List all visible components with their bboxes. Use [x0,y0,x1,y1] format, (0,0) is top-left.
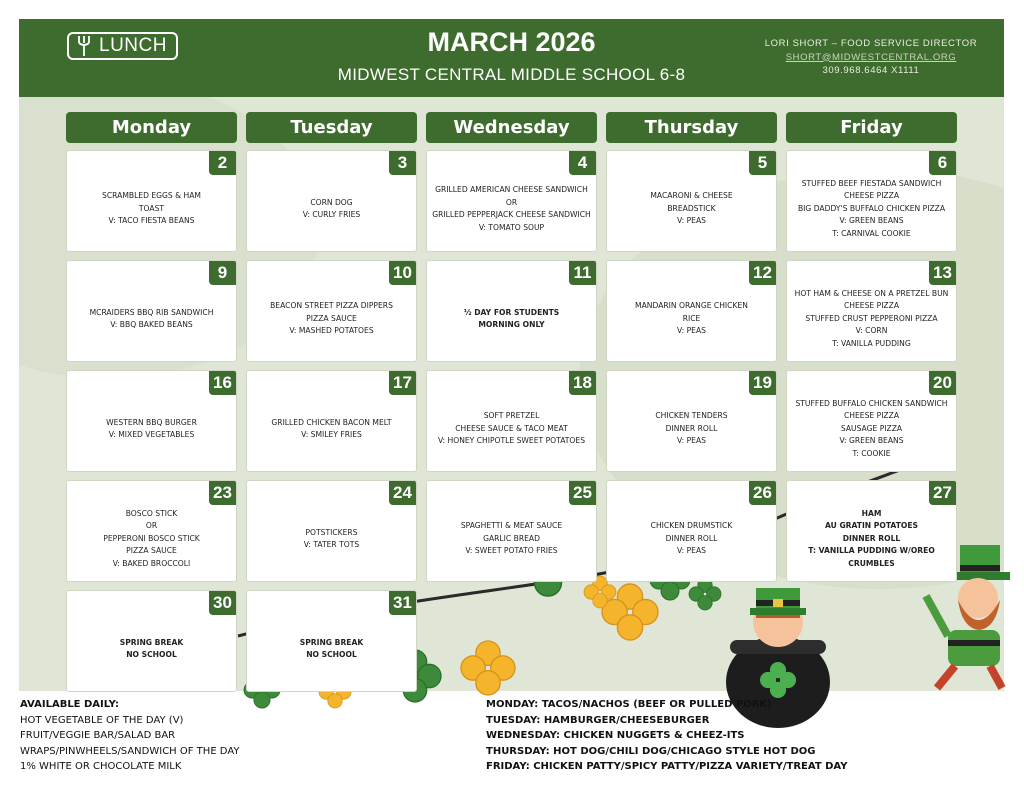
menu-line: V: SMILEY FRIES [301,430,362,439]
menu-line: V: SWEET POTATO FRIES [465,546,558,556]
day-number: 27 [929,481,956,505]
day-cell [786,260,957,362]
menu-items [791,503,952,575]
menu-items [791,393,952,465]
available-daily-item: 1% WHITE OR CHOCOLATE MILK [20,761,182,772]
menu-items [611,503,772,575]
menu-line: SPRING BREAK [119,637,184,647]
menu-items [251,503,412,575]
menu-line: GRILLED AMERICAN CHEESE SANDWICH [435,185,588,194]
menu-items [71,503,232,575]
day-cell [66,480,237,582]
menu-line: PIZZA SAUCE [126,546,177,556]
day-number: 4 [569,151,596,175]
day-cell [426,150,597,252]
day-cell [426,260,597,362]
menu-line: V: MASHED POTATOES [289,326,374,336]
menu-items [611,173,772,245]
day-cell [66,370,237,472]
day-cell [426,480,597,582]
day-number: 24 [389,481,416,505]
menu-line: CHEESE PIZZA [843,411,900,421]
day-cell [246,590,417,692]
available-daily-item: HOT VEGETABLE OF THE DAY (V) [20,714,184,726]
day-number: 11 [569,261,596,285]
day-number: 9 [209,261,236,285]
menu-line: V: BAKED BROCCOLI [112,558,191,568]
menu-items [431,283,592,355]
available-daily-item: FRUIT/VEGGIE BAR/SALAD BAR [20,730,176,741]
available-daily-item: WRAPS/PINWHEELS/SANDWICH OF THE DAY [20,745,240,757]
menu-line: V: TACO FIESTA BEANS [108,216,195,226]
menu-items [791,283,952,355]
menu-line: V: PEAS [677,436,706,446]
day-cell [246,480,417,582]
special-friday: FRIDAY: CHICKEN PATTY/SPICY PATTY/PIZZA VARIETY/TREAT DAY [486,761,848,772]
day-cell [786,480,957,582]
menu-line: T: VANILLA PUDDING W/OREO CRUMBLES [808,546,935,568]
menu-line: BIG DADDY'S BUFFALO CHICKEN PIZZA [797,203,946,213]
page-title: MARCH 2026 [427,27,596,57]
menu-line: V: MIXED VEGETABLES [108,430,195,439]
menu-items [431,393,592,465]
menu-items [251,173,412,245]
menu-items [71,283,232,355]
menu-items [251,283,412,355]
menu-line: DINNER ROLL [665,533,718,543]
day-number: 23 [209,481,236,505]
day-number: 19 [749,371,776,395]
menu-items [71,173,232,245]
menu-line: BEACON STREET PIZZA DIPPERS [270,301,393,311]
menu-items [431,173,592,245]
day-number: 5 [749,151,776,175]
day-number: 30 [209,591,236,615]
menu-line: HOT HAM & CHEESE ON A PRETZEL BUN [794,288,949,298]
menu-line: RICE [682,313,701,323]
weekday-header-friday: Friday [786,112,957,143]
menu-line: CHEESE SAUCE & TACO MEAT [455,423,568,433]
special-tuesday: TUESDAY: HAMBURGER/CHEESEBURGER [486,714,710,726]
available-daily-heading: AVAILABLE DAILY: [20,699,119,710]
menu-line: T: CARNIVAL COOKIE [832,228,911,238]
menu-line: ½ DAY FOR STUDENTS [463,307,560,317]
menu-line: MANDARIN ORANGE CHICKEN [635,301,748,311]
menu-items [791,173,952,245]
menu-line: BOSCO STICK [125,508,178,518]
day-number: 2 [209,151,236,175]
menu-line: HAM [861,508,882,518]
day-cell [66,150,237,252]
menu-line: DINNER ROLL [842,533,901,543]
menu-line: V: PEAS [677,216,706,226]
menu-line: OR [505,197,518,207]
menu-line: CORN DOG [310,197,353,207]
day-cell [606,480,777,582]
menu-line: V: TATER TOTS [303,540,360,549]
menu-line: OR [145,521,158,531]
contact-phone: 309.968.6464 X1111 [822,65,920,76]
weekday-header-thursday: Thursday [606,112,777,143]
day-cell [246,260,417,362]
menu-line: V: TOMATO SOUP [478,222,545,232]
menu-line: V: PEAS [677,546,706,556]
menu-line: AU GRATIN POTATOES [824,521,918,531]
special-wednesday: WEDNESDAY: CHICKEN NUGGETS & CHEEZ-ITS [486,730,745,741]
menu-line: CHICKEN TENDERS [655,411,728,421]
day-number: 26 [749,481,776,505]
menu-items [611,283,772,355]
school-name: MIDWEST CENTRAL MIDDLE SCHOOL 6-8 [337,65,686,84]
menu-line: STUFFED CRUST PEPPERONI PIZZA [805,313,938,323]
day-number: 20 [929,371,956,395]
weekday-header-tuesday: Tuesday [246,112,417,143]
menu-line: GRILLED PEPPERJACK CHEESE SANDWICH [432,210,591,219]
header-bar [19,19,1004,97]
special-monday: MONDAY: TACOS/NACHOS (BEEF OR PULLED PORK) [486,699,772,710]
contact-name: LORI SHORT – FOOD SERVICE DIRECTOR [764,38,978,49]
menu-line: SCRAMBLED EGGS & HAM [102,191,201,201]
day-cell [66,590,237,692]
menu-line: SAUSAGE PIZZA [840,423,903,433]
menu-line: STUFFED BEEF FIESTADA SANDWICH [801,178,942,188]
menu-line: DINNER ROLL [665,423,718,433]
day-number: 6 [929,151,956,175]
day-number: 17 [389,371,416,395]
menu-line: T: COOKIE [852,448,891,458]
menu-line: V: PEAS [677,326,706,336]
weekday-header-wednesday: Wednesday [426,112,597,143]
special-thursday: THURSDAY: HOT DOG/CHILI DOG/CHICAGO STYLE HOT DOG [486,745,816,757]
menu-line: GRILLED CHICKEN BACON MELT [271,417,392,427]
menu-line: GARLIC BREAD [483,533,540,543]
menu-line: T: VANILLA PUDDING [832,338,911,348]
weekday-header-monday: Monday [66,112,237,143]
menu-line: SPAGHETTI & MEAT SAUCE [460,521,563,531]
day-cell [606,150,777,252]
contact-email-link[interactable]: SHORT@MIDWESTCENTRAL.ORG [785,51,957,63]
menu-line: TOAST [138,203,165,213]
menu-line: V: GREEN BEANS [839,216,904,226]
available-daily [20,697,240,775]
menu-line: MCRAIDERS BBQ RIB SANDWICH [89,307,214,317]
day-number: 3 [389,151,416,175]
menu-items [71,613,232,685]
menu-items [71,393,232,465]
menu-line: STUFFED BUFFALO CHICKEN SANDWICH [795,398,948,408]
menu-line: V: BBQ BAKED BEANS [110,320,193,329]
menu-items [251,393,412,465]
menu-line: CHEESE PIZZA [843,301,900,311]
day-number: 12 [749,261,776,285]
weekly-specials [486,697,847,775]
menu-line: V: GREEN BEANS [839,436,904,446]
menu-line: MORNING ONLY [478,320,545,329]
day-number: 10 [389,261,416,285]
day-cell [66,260,237,362]
menu-line: CHEESE PIZZA [843,191,900,201]
menu-items [611,393,772,465]
lunch-label: LUNCH [99,35,167,56]
menu-line: V: HONEY CHIPOTLE SWEET POTATOES [437,436,586,446]
menu-line: NO SCHOOL [126,650,177,659]
day-cell [606,370,777,472]
day-number: 25 [569,481,596,505]
day-cell [786,370,957,472]
menu-line: V: CORN [855,326,888,336]
day-number: 16 [209,371,236,395]
day-cell [786,150,957,252]
menu-line: SOFT PRETZEL [483,411,540,421]
menu-line: MACARONI & CHEESE [650,191,733,201]
contact-info [756,37,986,78]
day-cell [246,150,417,252]
day-cell [246,370,417,472]
menu-line: SPRING BREAK [299,637,364,647]
menu-line: NO SCHOOL [306,650,357,659]
day-cell [606,260,777,362]
menu-line: POTSTICKERS [305,527,358,537]
menu-line: WESTERN BBQ BURGER [106,417,197,427]
day-number: 18 [569,371,596,395]
menu-items [431,503,592,575]
menu-line: PEPPERONI BOSCO STICK [103,533,200,543]
menu-line: V: CURLY FRIES [302,210,361,219]
menu-line: PIZZA SAUCE [306,313,357,323]
day-cell [426,370,597,472]
day-number: 31 [389,591,416,615]
menu-line: CHICKEN DRUMSTICK [650,521,733,531]
menu-items [251,613,412,685]
menu-line: BREADSTICK [667,203,716,213]
day-number: 13 [929,261,956,285]
